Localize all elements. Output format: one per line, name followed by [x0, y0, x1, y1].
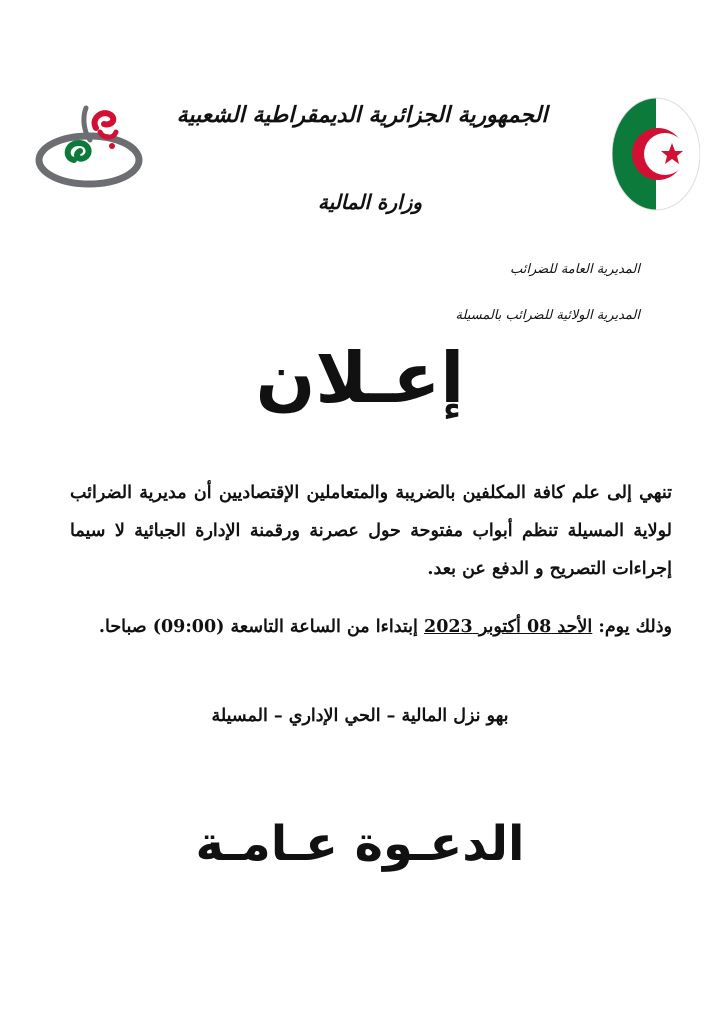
event-location: بهو نزل المالية – الحي الإداري – المسيلة	[211, 706, 509, 726]
directorate-general-label: المديرية العامة للضرائب	[510, 262, 640, 277]
event-date: الأحد 08 أكتوبر 2023	[424, 617, 593, 637]
announcement-body: تنهي إلى علم كافة المكلفين بالضريبة والمتعاملين الإقتصاديين أن مديرية الضرائب لولاية المسيلة تنظم أبواب مفتوحة حول عصرنة ورقمنة الإدارة الجبائية لا سيما إجراءات التصريح و الدفع عن بعد.	[70, 483, 672, 579]
announcement-title: إعـلان	[255, 337, 465, 419]
directorate-wilaya-label: المديرية الولائية للضرائب بالمسيلة	[455, 308, 640, 323]
closing-statement: الدعـوة عـامـة	[195, 816, 525, 872]
algeria-flag-icon	[612, 94, 700, 214]
date-suffix: إبتداءا من الساعة التاسعة (09:00) صباحا.	[98, 617, 418, 637]
republic-heading: الجمهورية الجزائرية الديمقراطية الشعبية	[176, 102, 548, 128]
ministry-logo-icon	[34, 88, 144, 198]
date-paragraph	[70, 608, 672, 646]
ministry-heading: وزارة المالية	[317, 190, 423, 214]
date-prefix: وذلك يوم:	[598, 617, 672, 637]
